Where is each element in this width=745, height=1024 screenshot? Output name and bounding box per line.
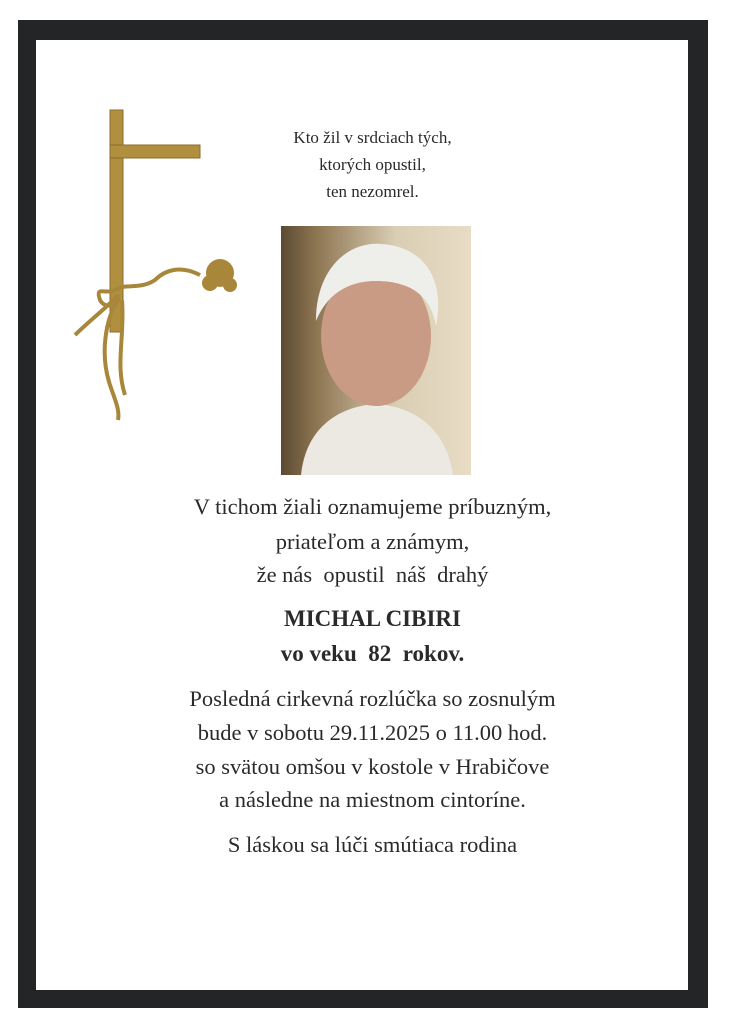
announcement-line: V tichom žiali oznamujeme príbuzným,: [193, 494, 552, 519]
quote-line: Kto žil v srdciach tých,: [293, 128, 452, 147]
deceased-name: MICHAL CIBIRI: [283, 606, 461, 631]
quote-line: ten nezomrel.: [326, 182, 419, 201]
ceremony-line: Posledná cirkevná rozlúčka so zosnulým: [189, 686, 556, 711]
ceremony-line: a následne na miestnom cintoríne.: [219, 787, 526, 812]
closing-line: S láskou sa lúči smútiaca rodina: [227, 832, 518, 857]
ceremony-line: bude v sobotu 29.11.2025 o 11.00 hod.: [197, 720, 548, 745]
quote-line: ktorých opustil,: [319, 155, 426, 174]
deceased-photo: [281, 226, 471, 475]
announcement-line: že nás opustil náš drahý: [256, 562, 489, 587]
cross-with-rose-icon: [70, 105, 250, 425]
announcement-line: priateľom a známym,: [275, 529, 470, 554]
ceremony-line: so svätou omšou v kostole v Hrabičove: [195, 754, 550, 779]
deceased-age: vo veku 82 rokov.: [280, 641, 465, 666]
